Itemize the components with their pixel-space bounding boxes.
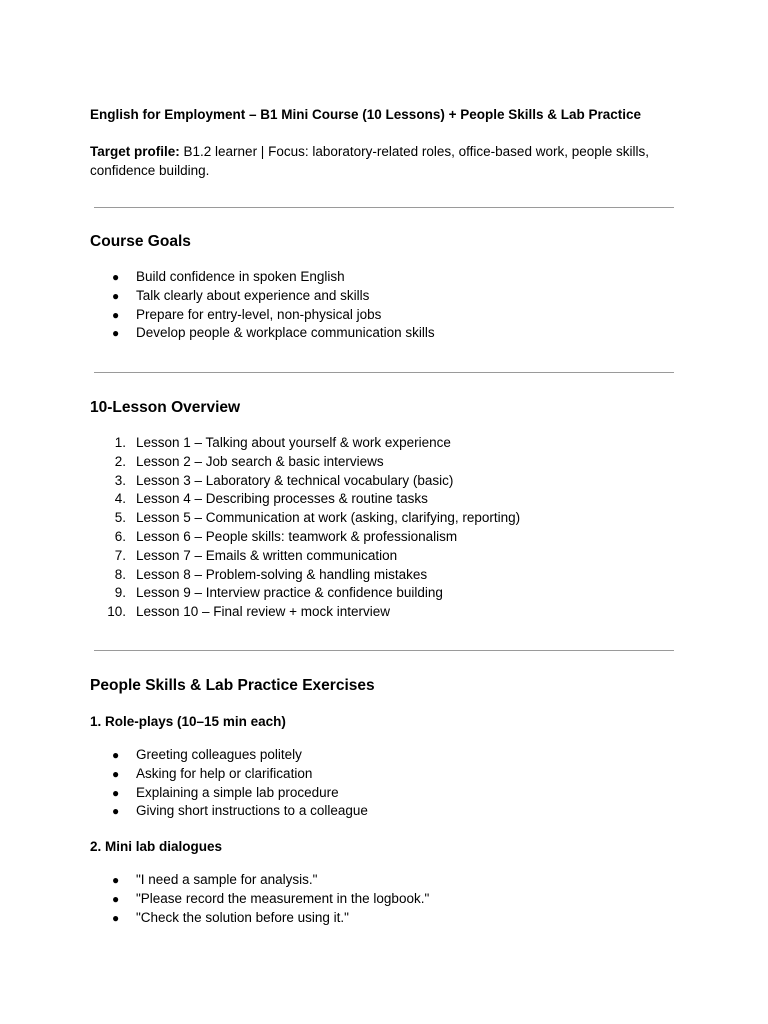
- bullet-icon: ●: [112, 766, 120, 781]
- bullet-icon: ●: [112, 891, 120, 906]
- bullet-icon: ●: [112, 307, 120, 322]
- list-number: 5.: [114, 510, 126, 526]
- divider: [94, 650, 674, 651]
- bullet-icon: ●: [112, 910, 120, 925]
- roleplays-heading: 1. Role-plays (10–15 min each): [90, 714, 286, 729]
- list-number: 7.: [114, 547, 126, 563]
- divider: [94, 207, 674, 208]
- list-number: 3.: [114, 472, 126, 488]
- divider: [94, 372, 674, 373]
- bullet-icon: ●: [112, 785, 120, 800]
- target-profile-label: Target profile:: [90, 144, 180, 159]
- dialogues-heading: 2. Mini lab dialogues: [90, 839, 223, 854]
- target-profile: [90, 142, 690, 180]
- bullet-icon: ●: [112, 326, 120, 341]
- document-title: English for Employment – B1 Mini Course (10 Lessons) + People Skills & Lab Practice: [90, 107, 642, 122]
- exercises-heading: People Skills & Lab Practice Exercises: [90, 677, 375, 694]
- list-number: 1.: [114, 435, 126, 450]
- bullet-icon: ●: [112, 748, 120, 762]
- list-number: 4.: [114, 491, 126, 507]
- list-number: 2.: [114, 453, 126, 469]
- list-number: 6.: [114, 528, 126, 544]
- bullet-icon: ●: [112, 804, 120, 819]
- document-page: English for Employment – B1 Mini Course (10 Lessons) + People Skills & Lab Practice Target profile: B1.2 learner | Focus: laboratory-related roles, office-based work, people skills, confidence building. Course Goals ● Build confidence in spoken English ● Talk clearly about experience and skills ● Prepare for entry-level, non-physical jobs ● Develop people & workplace communication skills 10-Lesson Overview 1. Lesson 1 – Talking about yourself & work experience 2. Lesson 2 – Job search & basic interviews 3. Lesson 3 – Laboratory & technical vocabulary (basic) 4. Lesson 4 – Describing processes & routine tasks 5. Lesson 5 – Communication at work (asking, clarifying, reporting) 6. Lesson 6 – People skills: teamwork & professionalism 7. Lesson 7 – Emails & written communication 8. Lesson 8 – Problem-solving & handling mistakes 9. Lesson 9 – Interview practice & confidence building 10. Lesson 10 – Final review + mock interview People Skills & Lab Practice Exercises 1. Role-plays (10–15 min each) ● Greeting colleagues politely ● Asking for help or clarification ● Explaining a simple lab procedure ● Giving short instructions to a colleague 2. Mini lab dialogues ● "I need a sample for analysis." ● "Please record the measurement in the logbook." ● "Check the solution before using it.": [0, 0, 768, 1024]
- bullet-icon: ●: [112, 270, 120, 284]
- list-number: 10.: [107, 604, 126, 620]
- course-goals-heading: Course Goals: [90, 233, 191, 250]
- bullet-icon: ●: [112, 288, 120, 303]
- lesson-overview-heading: 10-Lesson Overview: [90, 399, 241, 416]
- list-number: 8.: [114, 566, 126, 582]
- list-number: 9.: [114, 585, 126, 601]
- target-profile-text: B1.2 learner | Focus: laboratory-related roles, office-based work, people skills, confidence building.: [90, 144, 649, 178]
- bullet-icon: ●: [112, 873, 120, 887]
